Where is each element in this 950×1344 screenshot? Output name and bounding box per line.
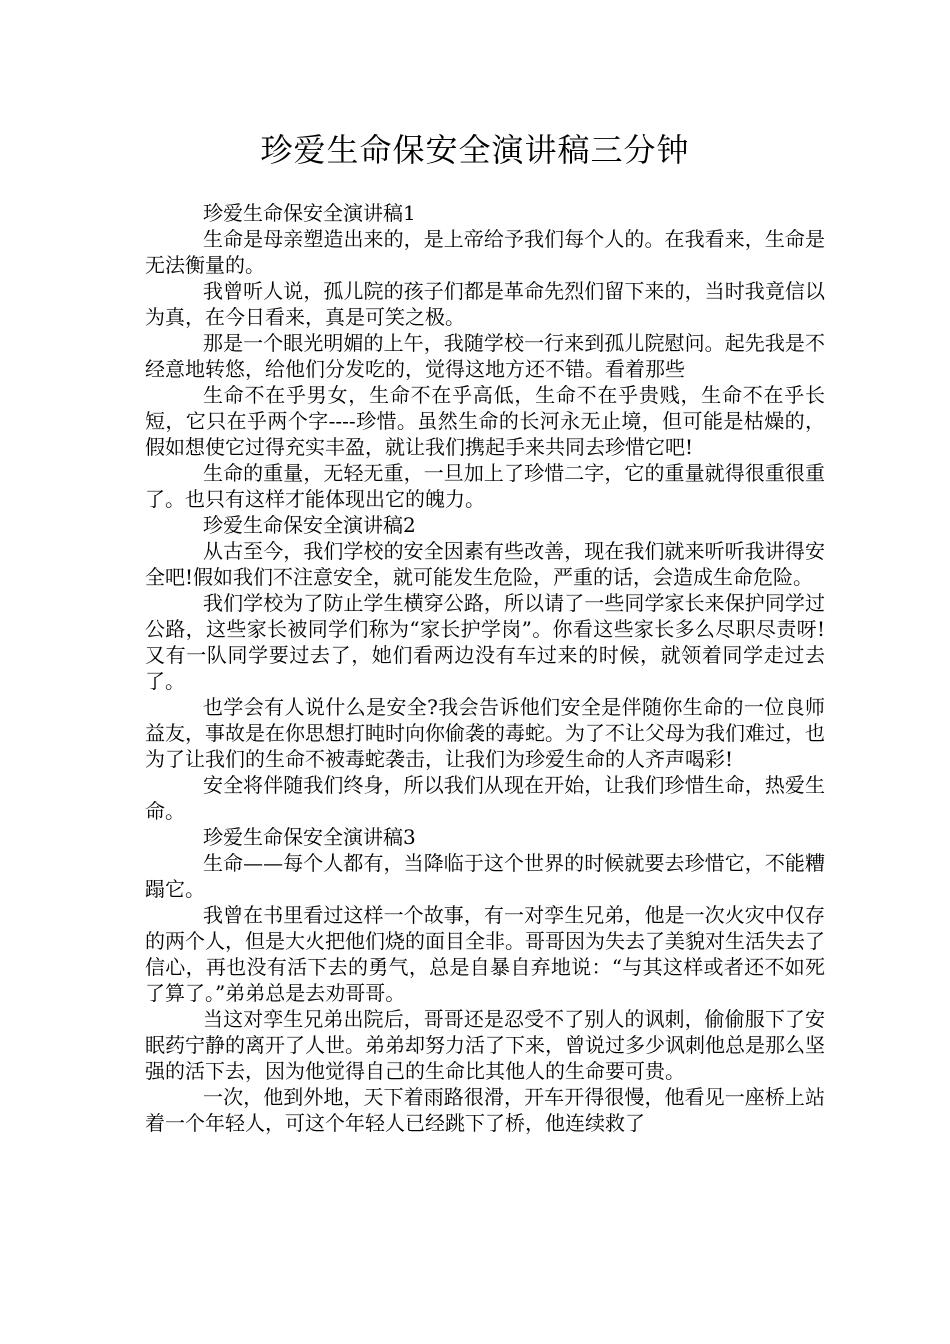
paragraph: 从古至今，我们学校的安全因素有些改善，现在我们就来听听我讲得安全吧!假如我们不注意安全，就可能发生危险，严重的话，会造成生命危险。 (145, 539, 825, 589)
section-heading-3: 珍爱生命保安全演讲稿3 (203, 825, 416, 849)
paragraph: 那是一个眼光明媚的上午，我随学校一行来到孤儿院慰问。起先我是不经意地转悠，给他们分发吃的，觉得这地方还不错。看着那些 (145, 331, 825, 381)
paragraph: 生命——每个人都有，当降临于这个世界的时候就要去珍惜它，不能糟蹋它。 (145, 851, 825, 901)
paragraph: 也学会有人说什么是安全?我会告诉他们安全是伴随你生命的一位良师益友，事故是在你思想打盹时向你偷袭的毒蛇。为了不让父母为我们难过，也为了让我们的生命不被毒蛇袭击，让我们为珍爱生命的人齐声喝彩! (145, 695, 825, 771)
document-title: 珍爱生命保安全演讲稿三分钟 (260, 131, 690, 169)
paragraph: 安全将伴随我们终身，所以我们从现在开始，让我们珍惜生命，热爱生命。 (145, 773, 825, 823)
document-body (145, 200, 825, 1136)
section-heading-1: 珍爱生命保安全演讲稿1 (203, 201, 416, 225)
paragraph: 当这对孪生兄弟出院后，哥哥还是忍受不了别人的讽刺，偷偷服下了安眠药宁静的离开了人世。弟弟却努力活了下来，曾说过多少讽刺他总是那么坚强的活下去，因为他觉得自己的生命比其他人的生命要可贵。 (145, 1007, 825, 1083)
section-heading-2: 珍爱生命保安全演讲稿2 (203, 513, 416, 537)
paragraph: 一次，他到外地，天下着雨路很滑，开车开得很慢，他看见一座桥上站着一个年轻人，可这个年轻人已经跳下了桥，他连续救了 (145, 1085, 825, 1135)
paragraph: 生命的重量，无轻无重，一旦加上了珍惜二字，它的重量就得很重很重了。也只有这样才能体现出它的魄力。 (145, 461, 825, 511)
paragraph: 生命不在乎男女，生命不在乎高低，生命不在乎贵贱，生命不在乎长短，它只在乎两个字----珍惜。虽然生命的长河永无止境，但可能是枯燥的，假如想使它过得充实丰盈，就让我们携起手来共同去珍惜它吧! (145, 383, 825, 459)
paragraph: 我们学校为了防止学生横穿公路，所以请了一些同学家长来保护同学过公路，这些家长被同学们称为“家长护学岗”。你看这些家长多么尽职尽责呀!又有一队同学要过去了，她们看两边没有车过来的时候，就领着同学走过去了。 (145, 591, 825, 693)
paragraph: 我曾听人说，孤儿院的孩子们都是革命先烈们留下来的，当时我竟信以为真，在今日看来，真是可笑之极。 (145, 279, 825, 329)
paragraph: 生命是母亲塑造出来的，是上帝给予我们每个人的。在我看来，生命是无法衡量的。 (145, 227, 825, 277)
paragraph: 我曾在书里看过这样一个故事，有一对孪生兄弟，他是一次火灾中仅存的两个人，但是大火把他们烧的面目全非。哥哥因为失去了美貌对生活失去了信心，再也没有活下去的勇气，总是自暴自弃地说：“与其这样或者还不如死了算了。”弟弟总是去劝哥哥。 (145, 903, 825, 1005)
